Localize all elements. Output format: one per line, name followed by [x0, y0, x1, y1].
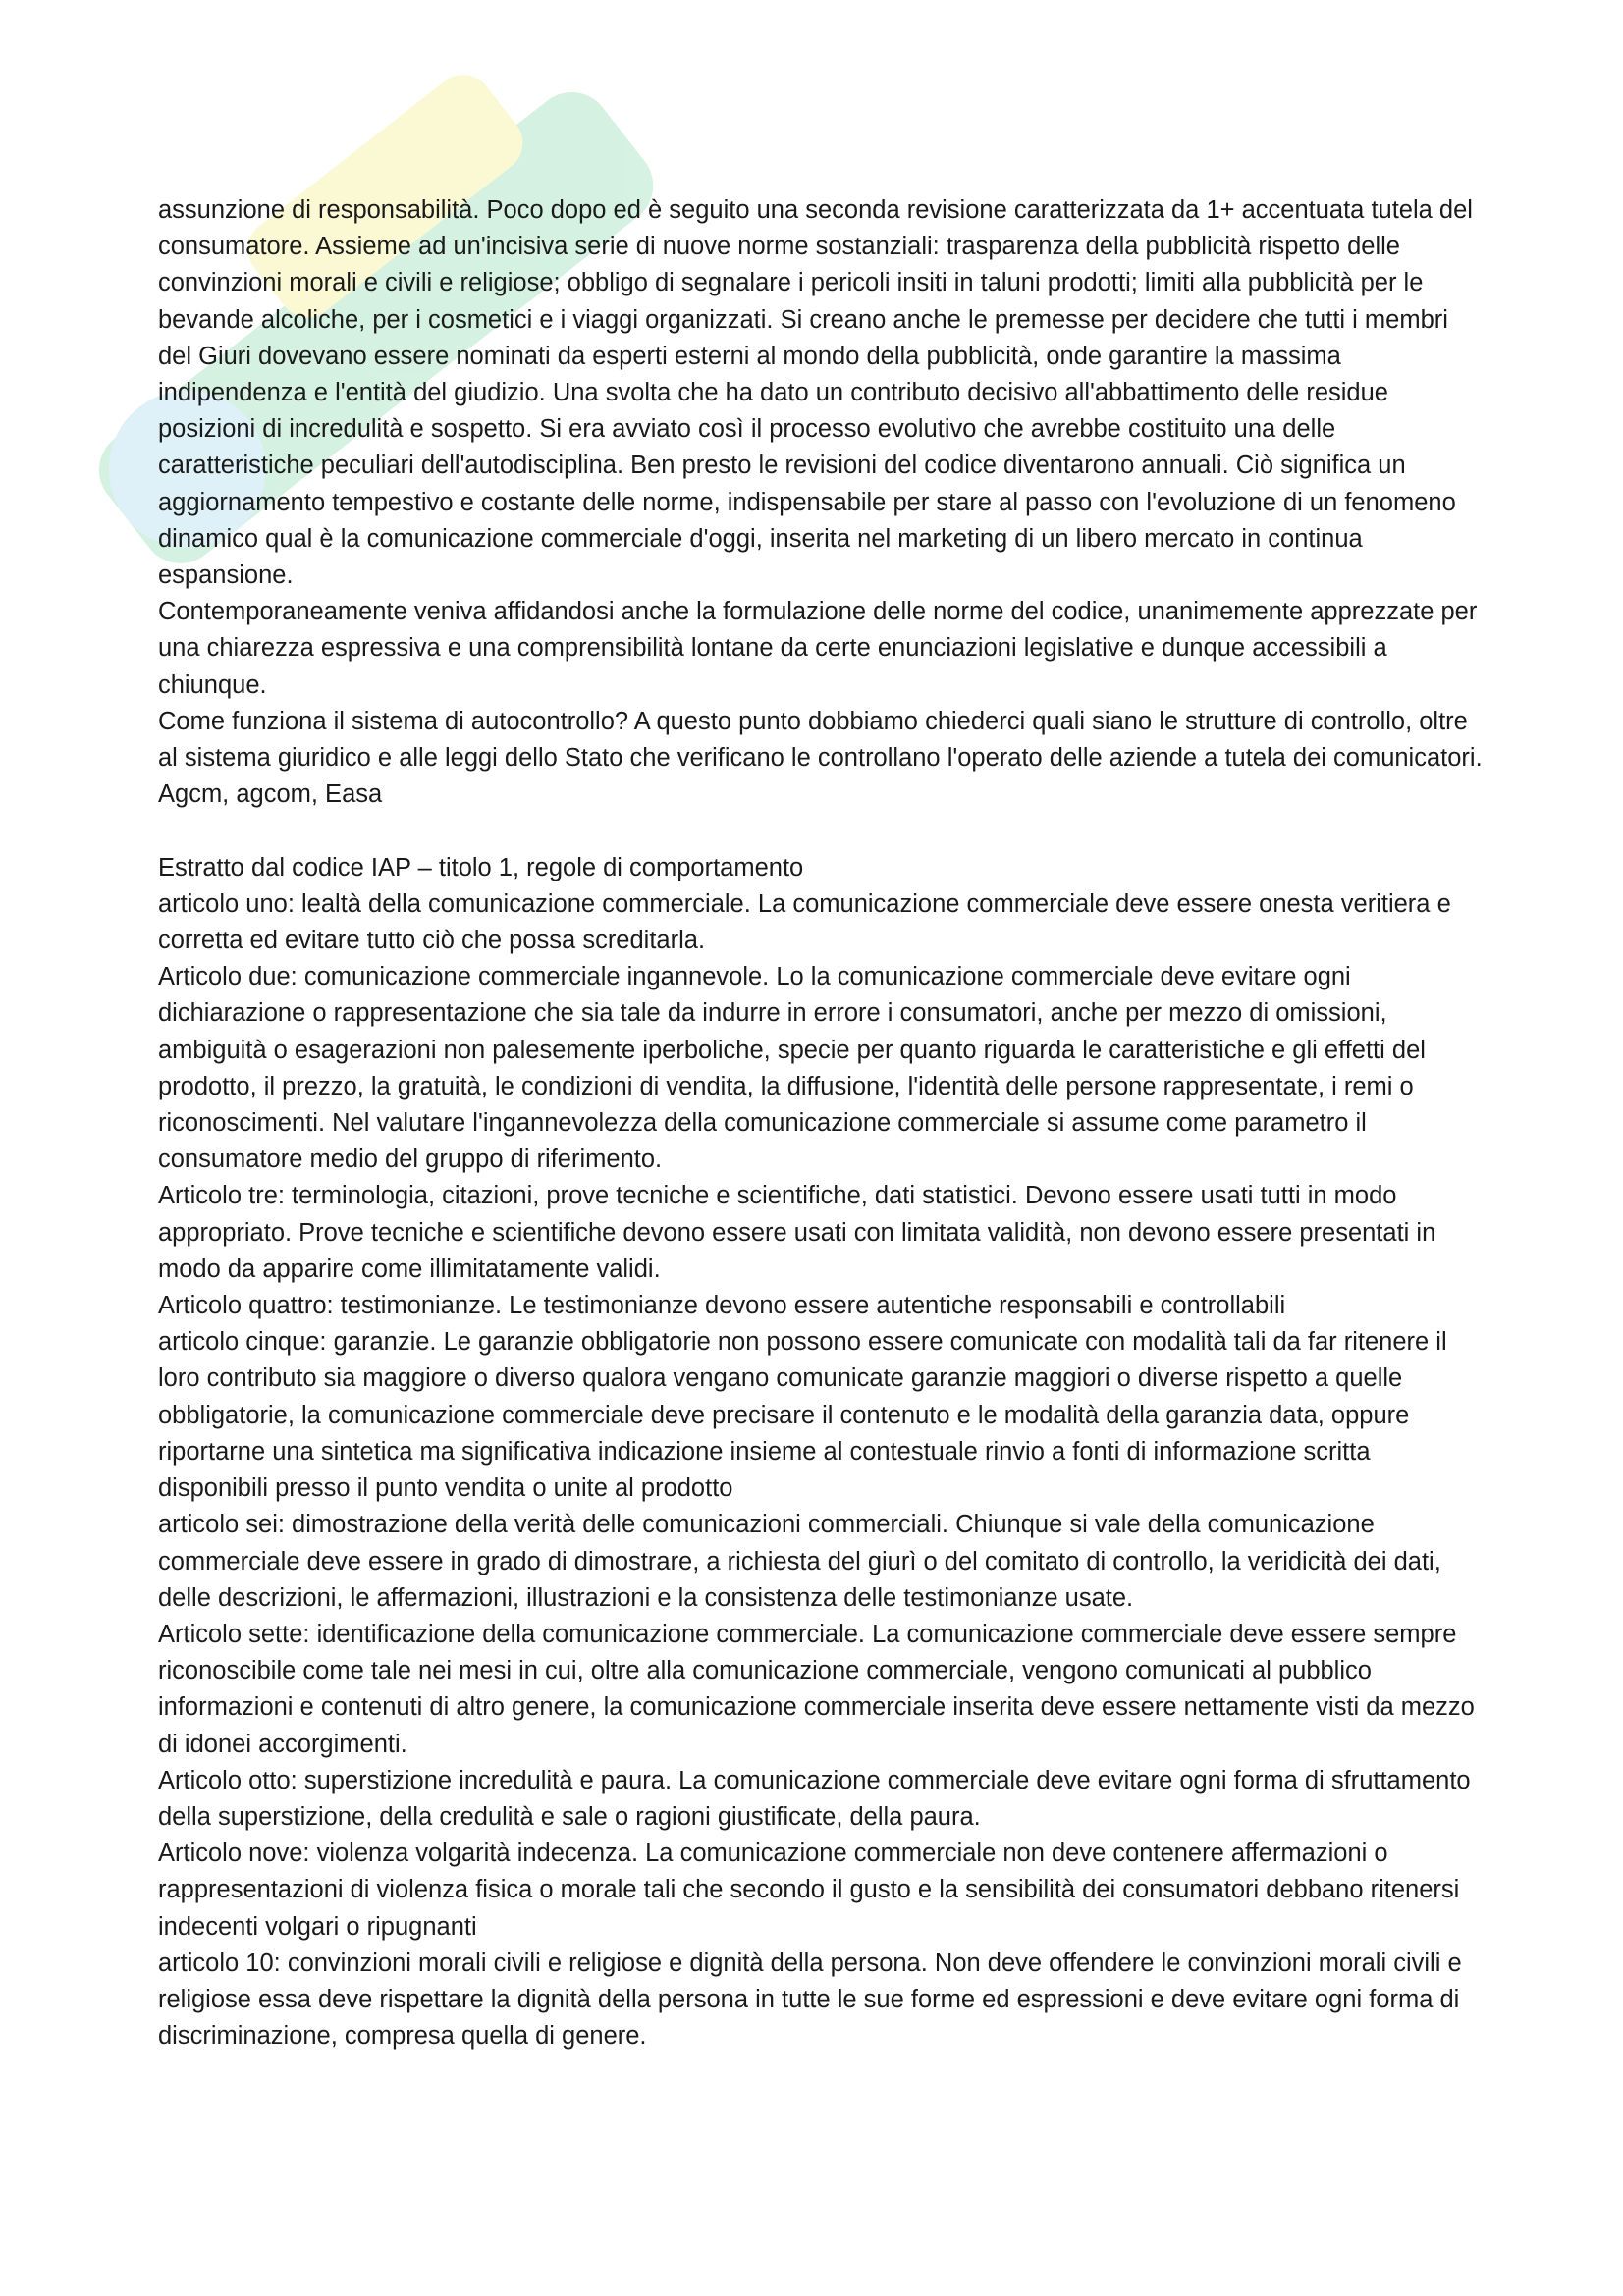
paragraph-responsabilita: assunzione di responsabilità. Poco dopo ed è seguito una seconda revisione caratterizzata da 1+ accentuata tutela del consumatore. Assieme ad un'incisiva serie di nuove norme sostanziali: trasparenza della pubblicità rispetto delle convinzioni morali e civili e religiose; obbligo di segnalare i pericoli insiti in taluni prodotti; limiti alla pubblicità per le bevande alcoliche, per i cosmetici e i viaggi organizzati. Si creano anche le premesse per decidere che tutti i membri del Giuri dovevano essere nominati da esperti esterni al mondo della pubblicità, onde garantire la massima indipendenza e l'entità del giudizio. Una svolta che ha dato un contributo decisivo all'abbattimento delle residue posizioni di incredulità e sospetto. Si era avviato così il processo evolutivo che avrebbe costituito una delle caratteristiche peculiari dell'autodisciplina. Ben presto le revisioni del codice diventarono annuali. Ciò significa un aggiornamento tempestivo e costante delle norme, indispensabile per stare al passo con l'evoluzione di un fenomeno dinamico qual è la comunicazione commerciale d'oggi, inserita nel marketing di un libero mercato in continua espansione. [158, 196, 1473, 590]
article-7: Articolo sette: identificazione della comunicazione commerciale. La comunicazione commerciale deve essere sempre riconoscibile come tale nei mesi in cui, oltre alla comunicazione commerciale, vengono comunicati al pubblico informazioni e contenuti di altro genere, la comunicazione commerciale inserita deve essere nettamente visti da mezzo di idonei accorgimenti. [158, 1620, 1475, 1758]
article-8: Articolo otto: superstizione incredulità e paura. La comunicazione commerciale deve evitare ogni forma di sfruttamento della superstizione, della credulità e sale o ragioni giustificate, della paura. [158, 1766, 1471, 1831]
article-5: articolo cinque: garanzie. Le garanzie obbligatorie non possono essere comunicate con modalità tali da far ritenere il loro contributo sia maggiore o diverso qualora vengano comunicate garanzie maggiori o diverse rispetto a quelle obbligatorie, la comunicazione commerciale deve precisare il contenuto e le modalità della garanzia data, oppure riportarne una sintetica ma significativa indicazione insieme al contestuale rinvio a fonti di informazione scritta disponibili presso il punto vendita o unite al prodotto [158, 1328, 1447, 1503]
article-9: Articolo nove: violenza volgarità indecenza. La comunicazione commerciale non deve contenere affermazioni o rappresentazioni di violenza fisica o morale tali che secondo il gusto e la sensibilità dei consumatori debbano ritenersi indecenti volgari o ripugnanti [158, 1840, 1460, 1941]
article-2: Articolo due: comunicazione commerciale ingannevole. Lo la comunicazione commerciale deve evitare ogni dichiarazione o rappresentazione che sia tale da indurre in errore i consumatori, anche per mezzo di omissioni, ambiguità o esagerazioni non palesemente iperboliche, specie per quanto riguarda le caratteristiche e gli effetti del prodotto, il prezzo, la gratuità, le condizioni di vendita, la diffusione, l'identità delle persone rappresentate, i remi o riconoscimenti. Nel valutare l'ingannevolezza della comunicazione commerciale si assume come parametro il consumatore medio del gruppo di riferimento. [158, 963, 1426, 1174]
document-page [158, 192, 1484, 2055]
section-heading: Estratto dal codice IAP – titolo 1, regole di comportamento [158, 853, 804, 881]
article-10: articolo 10: convinzioni morali civili e religiose e dignità della persona. Non deve offendere le convinzioni morali civili e religiose essa deve rispettare la dignità della persona in tutte le sue forme ed espressioni e deve evitare ogni forma di discriminazione, compresa quella di genere. [158, 1949, 1462, 2051]
article-4: Articolo quattro: testimonianze. Le testimonianze devono essere autentiche responsabili e controllabili [158, 1292, 1286, 1320]
article-1: articolo uno: lealtà della comunicazione commerciale. La comunicazione commerciale deve essere onesta veritiera e corretta ed evitare tutto ciò che possa screditarla. [158, 889, 1451, 955]
paragraph-autocontrollo-question: Come funziona il sistema di autocontrollo? A questo punto dobbiamo chiederci quali siano le strutture di controllo, oltre al sistema giuridico e alle leggi dello Stato che verificano le controllano l'operato delle aziende a tutela dei comunicatori. [158, 707, 1483, 773]
paragraph-contemporaneamente: Contemporaneamente veniva affidandosi anche la formulazione delle norme del codice, unanimemente apprezzate per una chiarezza espressiva e una comprensibilità lontane da certe enunciazioni legislative e dunque accessibili a chiunque. [158, 598, 1478, 699]
article-3: Articolo tre: terminologia, citazioni, prove tecniche e scientifiche, dati statistici. Devono essere usati tutti in modo appropriato. Prove tecniche e scientifiche devono essere usati con limitata validità, non devono essere presentati in modo da apparire come illimitatamente validi. [158, 1182, 1436, 1283]
article-6: articolo sei: dimostrazione della verità delle comunicazioni commerciali. Chiunque si vale della comunicazione commerciale deve essere in grado di dimostrare, a richiesta del giurì o del comitato di controllo, la veridicità dei dati, delle descrizioni, le affermazioni, illustrazioni e la consistenza delle testimonianze usate. [158, 1511, 1441, 1612]
paragraph-authorities: Agcm, agcom, Easa [158, 780, 383, 809]
blank-line [158, 813, 1484, 849]
